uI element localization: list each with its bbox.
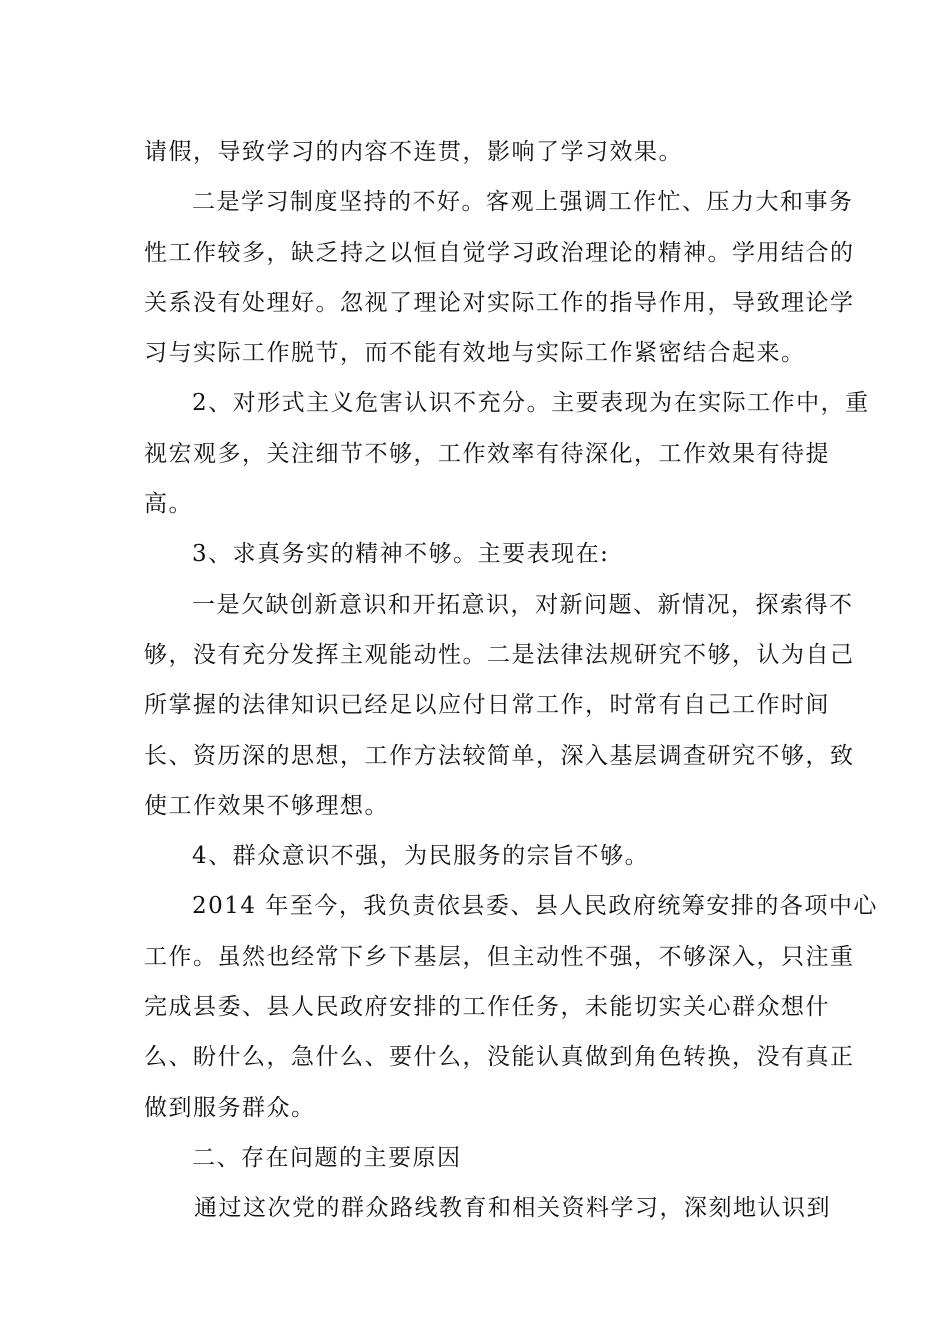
text-line: 高。 (144, 491, 193, 518)
text-line: 习与实际工作脱节，而不能有效地与实际工作紧密结合起来。 (144, 340, 806, 367)
text-line: 一是欠缺创新意识和开拓意识，对新问题、新情况，探索得不 (192, 591, 854, 618)
text-line: 通过这次党的群众路线教育和相关资料学习，深刻地认识到 (194, 1195, 831, 1222)
text-line: 够，没有充分发挥主观能动性。二是法律法规研究不够，认为自己 (144, 641, 855, 668)
text-line: 二是学习制度坚持的不好。客观上强调工作忙、压力大和事务 (192, 189, 854, 216)
text-line: 2、对形式主义危害认识不充分。主要表现为在实际工作中，重 (192, 390, 870, 417)
text-line: 关系没有处理好。忽视了理论对实际工作的指导作用，导致理论学 (144, 289, 855, 316)
document-body (144, 127, 878, 1234)
text-line: 做到服务群众。 (144, 1094, 316, 1121)
text-line: 2014 年至今，我负责依县委、县人民政府统筹安排的各项中心 (192, 893, 878, 920)
text-line: 长、资历深的思想，工作方法较简单，深入基层调查研究不够，致 (144, 742, 855, 769)
text-line: 么、盼什么，急什么、要什么，没能认真做到角色转换，没有真正 (144, 1044, 855, 1071)
text-line: 使工作效果不够理想。 (144, 792, 389, 819)
text-line: 完成县委、县人民政府安排的工作任务，未能切实关心群众想什 (144, 994, 830, 1021)
section-heading: 二、存在问题的主要原因 (192, 1144, 462, 1171)
text-line: 工作。虽然也经常下乡下基层，但主动性不强，不够深入，只注重 (144, 943, 855, 970)
text-line: 所掌握的法律知识已经足以应付日常工作，时常有自己工作时间 (144, 692, 830, 719)
text-line: 性工作较多，缺乏持之以恒自觉学习政治理论的精神。学用结合的 (144, 239, 855, 266)
text-line: 请假，导致学习的内容不连贯，影响了学习效果。 (144, 139, 683, 165)
text-line: 视宏观多，关注细节不够，工作效率有待深化，工作效果有待提 (144, 440, 830, 467)
text-line: 4、群众意识不强，为民服务的宗旨不够。 (192, 843, 650, 870)
text-line: 3、求真务实的精神不够。主要表现在: (192, 541, 610, 568)
